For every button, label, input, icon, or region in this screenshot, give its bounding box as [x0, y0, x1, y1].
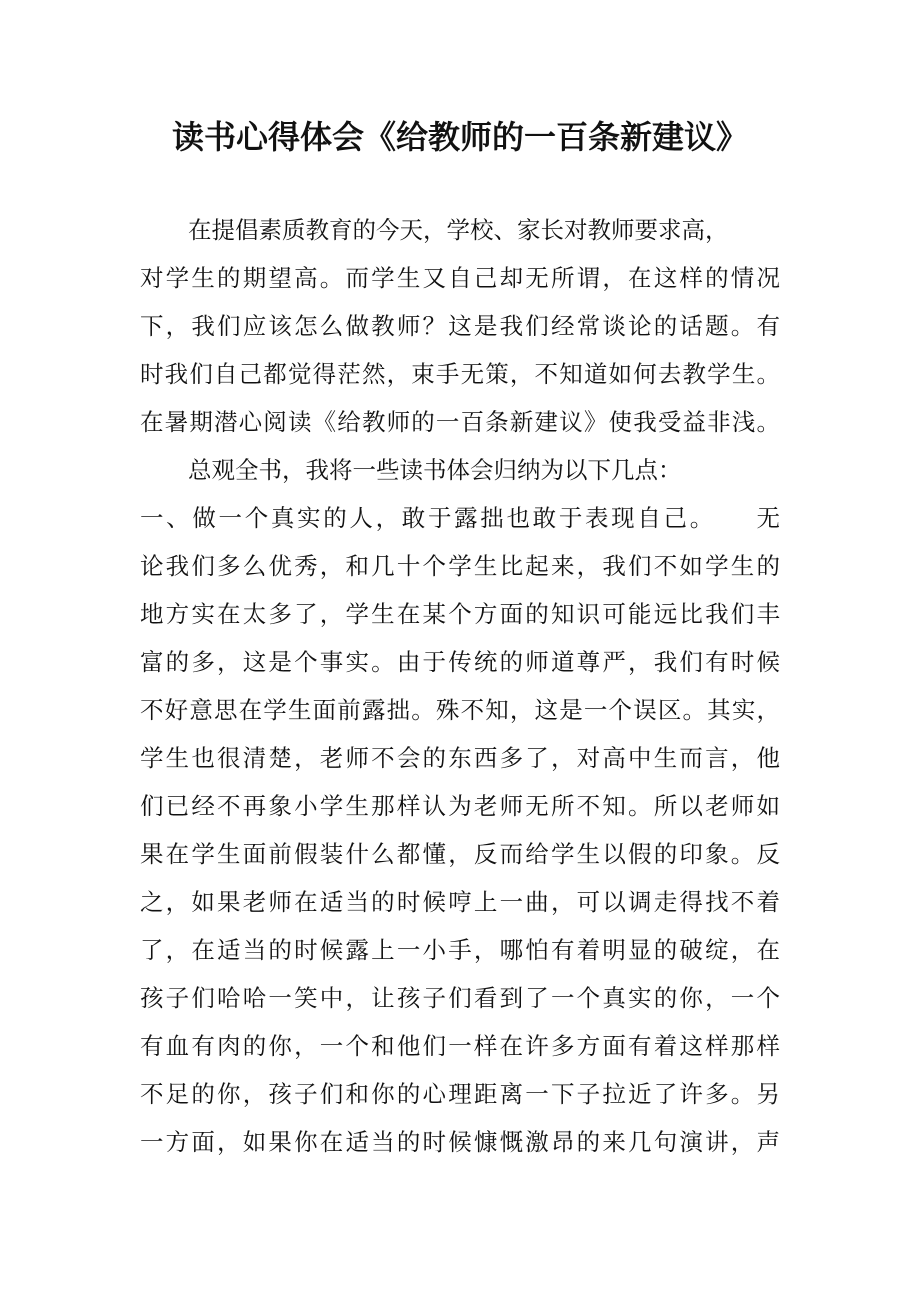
document-body: [140, 206, 780, 1166]
paragraph-line-19: 不足的你，孩子们和你的心理距离一下子拉近了许多。另: [140, 1080, 780, 1108]
paragraph-line-12: 学生也很清楚，老师不会的东西多了，对高中生而言，他: [140, 744, 780, 772]
paragraph-line-7: 一、做一个真实的人，敢于露拙也敢于表现自己。 无: [140, 504, 780, 532]
paragraph-line-13: 们已经不再象小学生那样认为老师无所不知。所以老师如: [140, 792, 780, 820]
document-title: 读书心得体会《给教师的一百条新建议》: [171, 118, 748, 156]
paragraph-line-20: 一方面，如果你在适当的时候慷慨激昂的来几句演讲，声: [140, 1128, 780, 1156]
paragraph-line-9: 地方实在太多了，学生在某个方面的知识可能远比我们丰: [140, 600, 780, 628]
paragraph-line-11: 不好意思在学生面前露拙。殊不知，这是一个误区。其实，: [140, 696, 780, 724]
paragraph-line-1: 在提倡素质教育的今天，学校、家长对教师要求高，: [188, 216, 729, 244]
paragraph-line-4: 时我们自己都觉得茫然，束手无策，不知道如何去教学生。: [140, 360, 780, 388]
paragraph-line-6: 总观全书，我将一些读书体会归纳为以下几点：: [188, 456, 682, 484]
paragraph-line-17: 孩子们哈哈一笑中，让孩子们看到了一个真实的你，一个: [140, 984, 780, 1012]
paragraph-line-3: 下，我们应该怎么做教师？这是我们经常谈论的话题。有: [140, 312, 780, 340]
paragraph-line-2: 对学生的期望高。而学生又自己却无所谓，在这样的情况: [140, 264, 780, 292]
paragraph-line-14: 果在学生面前假装什么都懂，反而给学生以假的印象。反: [140, 840, 780, 868]
paragraph-line-18: 有血有肉的你，一个和他们一样在许多方面有着这样那样: [140, 1032, 780, 1060]
paragraph-line-16: 了，在适当的时候露上一小手，哪怕有着明显的破绽，在: [140, 936, 780, 964]
paragraph-line-10: 富的多，这是个事实。由于传统的师道尊严，我们有时候: [140, 648, 780, 676]
paragraph-line-5: 在暑期潜心阅读《给教师的一百条新建议》使我受益非浅。: [140, 408, 780, 436]
paragraph-line-15: 之，如果老师在适当的时候哼上一曲，可以调走得找不着: [140, 888, 780, 916]
paragraph-line-8: 论我们多么优秀，和几十个学生比起来，我们不如学生的: [140, 552, 780, 580]
